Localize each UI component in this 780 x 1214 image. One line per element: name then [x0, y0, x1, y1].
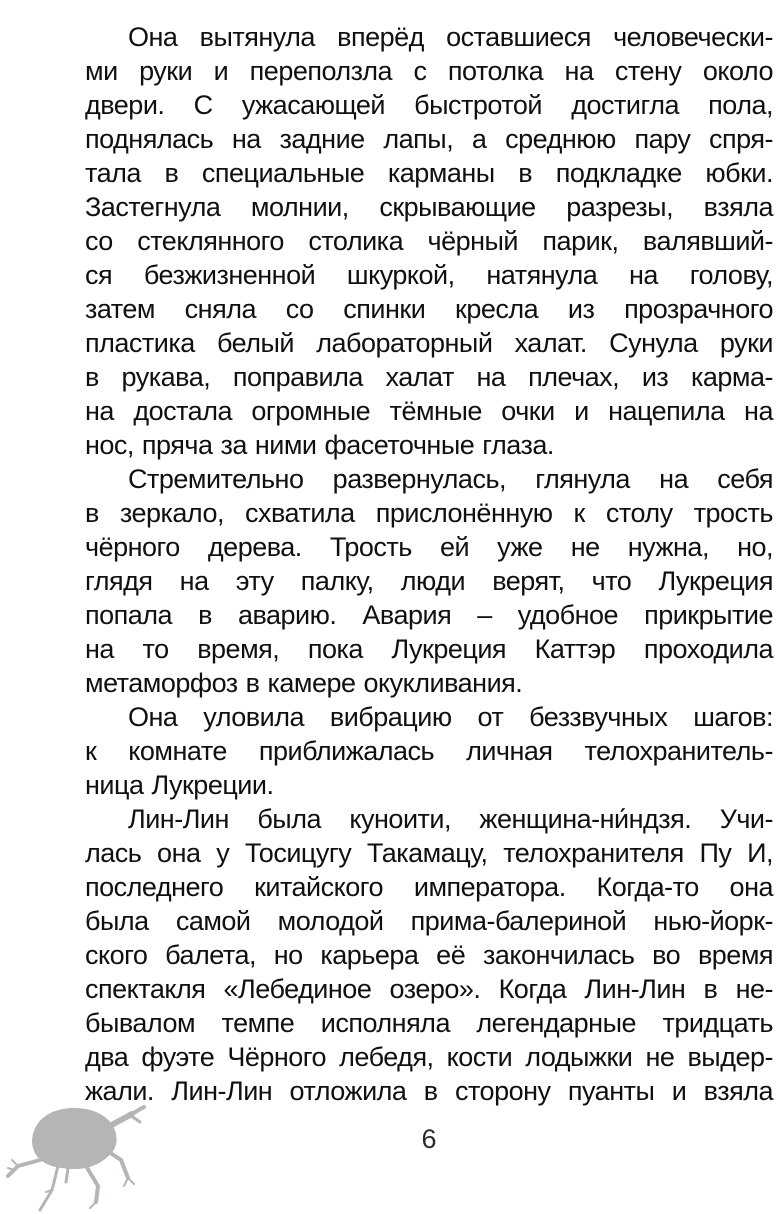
text-line: Лин-Лин была куноити, женщина-ни́ндзя. Учи- — [128, 804, 773, 834]
text-line: ского балета, но карьера её закончилась во время — [85, 940, 773, 970]
body-text — [85, 20, 773, 1108]
text-line: ся безжизненной шкуркой, натянула на голову, — [85, 260, 773, 290]
text-line: на то время, пока Лукреция Каттэр проходила — [85, 634, 773, 664]
text-line: была самой молодой прима-балериной нью-йорк- — [85, 906, 773, 936]
text-line: бывалом темпе исполняла легендарные тридцать — [85, 1008, 773, 1038]
text-line: чёрного дерева. Трость ей уже не нужна, но, — [85, 532, 773, 562]
text-line: ми руки и переползла с потолка на стену около — [85, 56, 773, 86]
text-line: на достала огромные тёмные очки и нацепила на — [85, 396, 773, 426]
text-line: ница Лукреции. — [85, 770, 274, 800]
text-line: жали. Лин-Лин отложила в сторону пуанты и взяла — [85, 1076, 773, 1106]
text-line: пластика белый лабораторный халат. Сунула руки — [85, 328, 773, 358]
text-line: Она уловила вибрацию от беззвучных шагов: — [128, 702, 773, 732]
text-line: двери. С ужасающей быстротой достигла пола, — [85, 90, 773, 120]
text-line: поднялась на задние лапы, а среднюю пару спря- — [85, 124, 773, 154]
text-line: попала в аварию. Авария – удобное прикрытие — [85, 600, 773, 630]
text-line: метаморфоз в камере окукливания. — [85, 668, 523, 698]
text-line: спектакля «Лебединое озеро». Когда Лин-Лин в не- — [85, 974, 773, 1004]
text-line: глядя на эту палку, люди верят, что Лукреция — [85, 566, 773, 596]
text-line: Она вытянула вперёд оставшиеся человечески- — [128, 22, 773, 52]
text-line: тала в специальные карманы в подкладке юбки. — [85, 158, 773, 188]
text-line: лась она у Тосицугу Такамацу, телохранителя Пу И, — [85, 838, 773, 868]
text-line: нос, пряча за ними фасеточные глаза. — [85, 430, 554, 460]
text-line: последнего китайского императора. Когда-то она — [85, 872, 773, 902]
text-line: со стеклянного столика чёрный парик, валявший- — [85, 226, 773, 256]
beetle-icon — [6, 1102, 156, 1214]
page-number: 6 — [421, 1124, 437, 1154]
text-line: Стремительно развернулась, глянула на себя — [128, 464, 773, 494]
text-line: в рукава, поправила халат на плечах, из карма- — [85, 362, 773, 392]
text-line: затем сняла со спинки кресла из прозрачного — [85, 294, 773, 324]
text-line: в зеркало, схватила прислонённую к столу трость — [85, 498, 773, 528]
text-line: Застегнула молнии, скрывающие разрезы, взяла — [85, 192, 773, 222]
text-line: два фуэте Чёрного лебедя, кости лодыжки не выдер- — [85, 1042, 773, 1072]
text-line: к комнате приближалась личная телохранитель- — [85, 736, 773, 766]
